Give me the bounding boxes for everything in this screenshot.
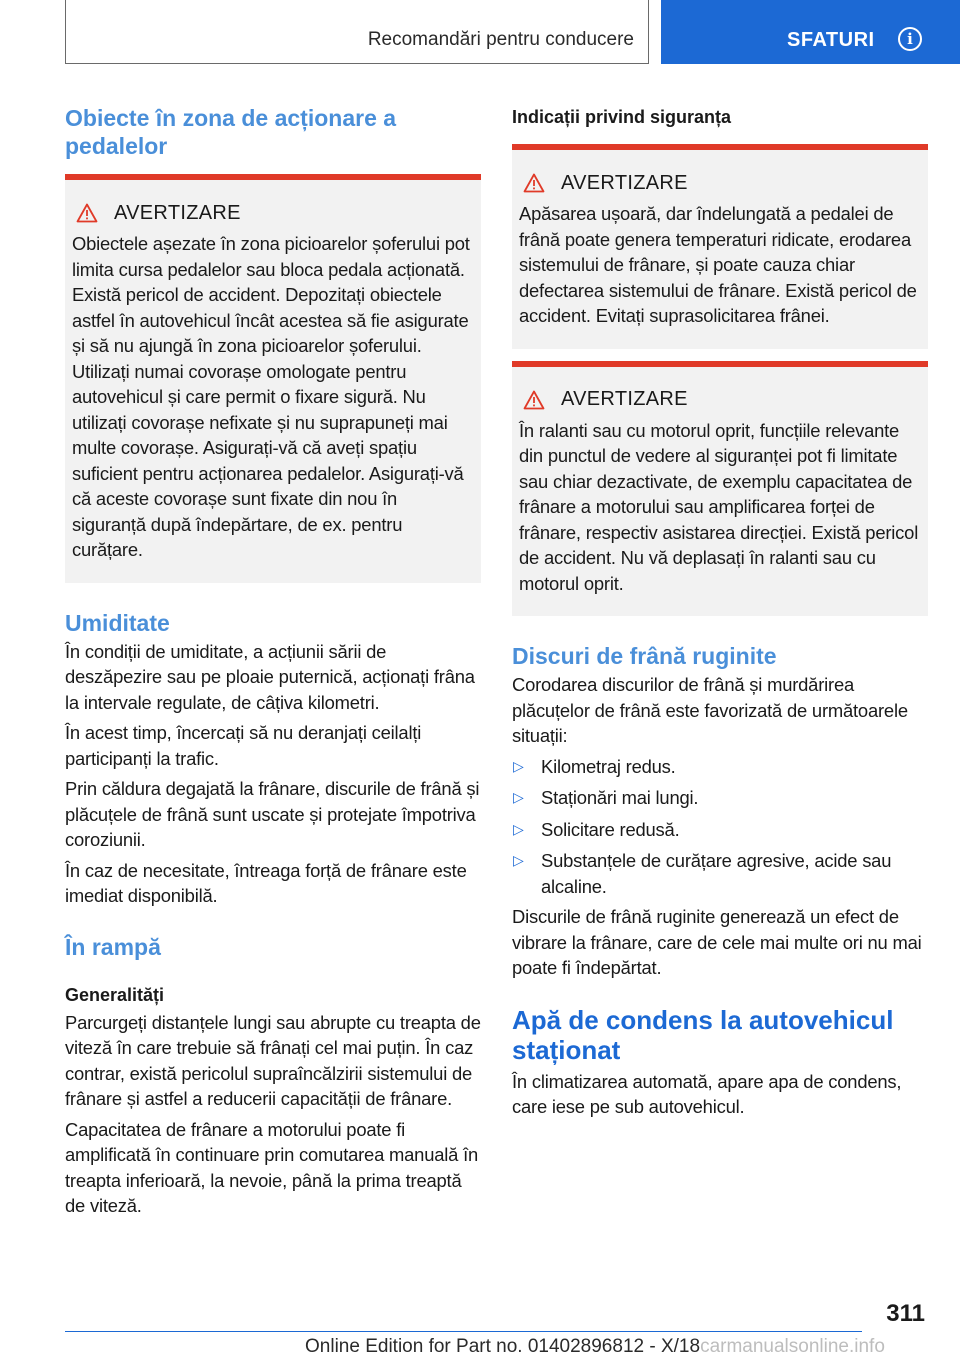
condensation-paragraph: În climatizarea automată, apare apa de condens, care iese pe sub autovehicul. (512, 1070, 902, 1117)
list-item: ▷ Staționări mai lungi. (512, 785, 928, 811)
heading-ramp: În rampă (65, 933, 161, 960)
triangle-bullet-icon: ▷ (513, 757, 524, 774)
warning-triangle-icon (523, 390, 545, 410)
heading-condensation: Apă de condens la autovehicul staționat (512, 1004, 894, 1065)
warning-box-objects (65, 174, 481, 583)
footer-edition (305, 1336, 885, 1358)
header-section-title: Recomandări pentru conducere (367, 29, 634, 50)
footer-divider (65, 1331, 862, 1332)
warning-triangle-icon (76, 203, 98, 223)
left-column (65, 100, 481, 1219)
heading-objects-pedals: Obiecte în zona de acționare a pedalelor (65, 105, 397, 159)
humidity-paragraph-2: În acest timp, încercați să nu deranjați ceilalți participanți la trafic. (65, 722, 422, 769)
warning-box-idle-engine (512, 361, 928, 617)
humidity-paragraph-3: Prin căldura degajată la frânare, discurile de frână și plăcuțele de frână sunt uscate și protejate împotriva coroziunii. (65, 778, 480, 850)
page-number: 311 (886, 1300, 925, 1327)
edition-text: Online Edition for Part no. 01402896812 - X/18 (305, 1336, 701, 1357)
triangle-bullet-icon: ▷ (513, 789, 524, 805)
humidity-paragraph-4: În caz de necesitate, întreaga forță de frânare este imediat disponibilă. (65, 859, 467, 906)
watermark-text: carmanualsonline.info (700, 1336, 885, 1357)
header-section-box (65, 0, 649, 64)
triangle-bullet-icon: ▷ (513, 852, 524, 868)
warning-triangle-icon (523, 173, 545, 193)
ramp-paragraph-1: Parcurgeți distanțele lungi sau abrupte cu treapta de viteză în care trebuie să frânați cel mai puțin. În caz contrar, există pericolul supraîncălzirii sistemului de frânare și astfel a reducerii capacității de frânare. (65, 1011, 481, 1109)
rust-conditions-list (512, 754, 928, 900)
ramp-paragraph-2: Capacitatea de frânare a motorului poate fi amplificată în continuare prin comutarea manuală în treapta inferioară, la nevoie, până la prima treaptă de viteză. (65, 1118, 479, 1216)
header-tab-label: SFATURI (787, 29, 875, 51)
list-item: ▷ Solicitare redusă. (512, 817, 928, 843)
warning-text: Apăsarea ușoară, dar îndelungată a pedalei de frână poate genera temperaturi ridicate, erodarea sistemului de frânare, și poate cauza chiar defectarea sistemului de frânare. Există pericol de accident. Evitați suprasolicitarea frânei. (519, 203, 917, 326)
warning-text: Obiectele așezate în zona picioarelor șoferului pot limita cursa pedalelor sau bloca pedala acționată. Există pericol de accident. Depozitați obiectele astfel în autovehicul încât acestea să fie asigurate și să nu ajungă în zona picioarelor șoferului. Utilizați numai covorașe omologate pentru autovehicul și care permit o fixare sigură. Nu utilizați covorașe nefixate și nu suprapuneți mai multe covorașe. Asigurați-vă că aveți spațiu suficient pentru acționarea pedalelor. Asigurați-vă că aceste covorașe sunt fixate din nou în siguranță după îndepărtare, de ex. pentru curățare. (72, 233, 470, 560)
info-icon[interactable]: i (898, 27, 922, 51)
warning-title: AVERTIZARE (114, 201, 241, 224)
warning-title: AVERTIZARE (561, 388, 688, 410)
subheading-general: Generalități (65, 984, 165, 1005)
list-item: ▷ Kilometraj redus. (512, 754, 928, 780)
warning-title: AVERTIZARE (561, 171, 688, 194)
rust-paragraph-1: Corodarea discurilor de frână și murdărirea plăcuțelor de frână este favorizată de următoarele situații: (512, 674, 908, 746)
humidity-paragraph-1: În condiții de umiditate, a acțiunii sării de deszăpezire sau pe ploaie puternică, acționați frâna la intervale regulate, de câțiva kilometri. (65, 640, 475, 713)
right-column (512, 100, 928, 1120)
subheading-safety: Indicații privind siguranța (512, 107, 732, 127)
list-item: ▷ Substanțele de curățare agresive, acide sau alcaline. (513, 850, 892, 897)
header-tab[interactable] (661, 0, 960, 64)
rust-paragraph-2: Discurile de frână ruginite generează un efect de vibrare la frânare, care de cele mai multe ori nu mai poate fi îndepărtat. (512, 906, 922, 978)
warning-text: În ralanti sau cu motorul oprit, funcțiile relevante din punctul de vedere al siguranței pot fi limitate sau chiar dezactivate, de exemplu capacitatea de frânare a motorului sau amplificarea forței de frânare, respectiv asistarea direcției. Există pericol de accident. Nu vă deplasați în ralanti sau cu motorul oprit. (519, 419, 919, 594)
triangle-bullet-icon: ▷ (513, 820, 524, 837)
warning-box-brake-pressure (512, 144, 928, 349)
heading-humidity: Umiditate (65, 609, 170, 636)
heading-rusty-discs: Discuri de frână ruginite (512, 643, 777, 669)
